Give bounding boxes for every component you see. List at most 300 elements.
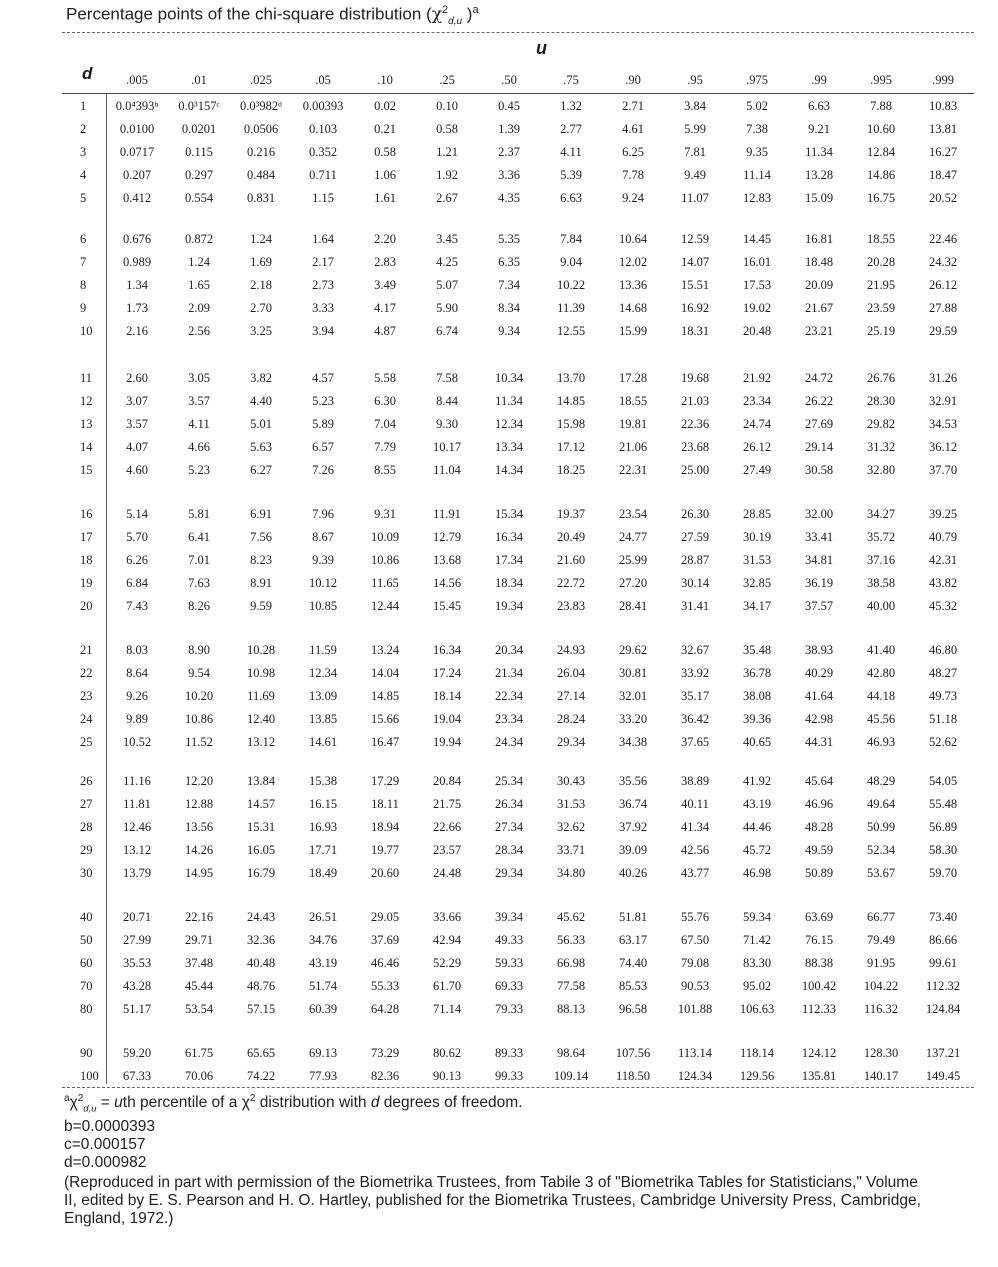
table-row bbox=[62, 770, 974, 793]
value-cell: 50.89 bbox=[804, 866, 834, 880]
value-cell: 70.06 bbox=[184, 1069, 214, 1083]
value-cell: 0.0⁴393ᵇ bbox=[115, 99, 159, 113]
value-cell: 34.53 bbox=[928, 417, 958, 431]
degrees-of-freedom-cell: 100 bbox=[80, 1069, 99, 1083]
table-row bbox=[62, 459, 974, 482]
table-row bbox=[62, 662, 974, 685]
degrees-of-freedom-cell: 3 bbox=[80, 145, 87, 159]
value-cell: 26.12 bbox=[742, 440, 772, 454]
value-cell: 7.43 bbox=[126, 599, 148, 613]
footnote-source: (Reproduced in part with permission of the Biometrika Trustees, from Tabile 3 of "Biometrika Tables for Statisticians," Volume II, edited by E. S. Pearson and H. O. Hartley, published for the Biometrika Trustees, Cambridge University Press, Cambridge, England, 1972.) bbox=[64, 1174, 921, 1228]
value-cell: 42.31 bbox=[928, 553, 958, 567]
value-cell: 135.81 bbox=[801, 1069, 837, 1083]
value-cell: 0.10 bbox=[436, 99, 458, 113]
value-cell: 55.76 bbox=[680, 910, 710, 924]
value-cell: 37.70 bbox=[928, 463, 958, 477]
value-cell: 36.42 bbox=[680, 712, 710, 726]
value-cell: 0.207 bbox=[122, 168, 152, 182]
value-cell: 31.26 bbox=[928, 371, 958, 385]
value-cell: 43.28 bbox=[122, 979, 152, 993]
value-cell: 22.31 bbox=[618, 463, 648, 477]
value-cell: 34.38 bbox=[618, 735, 648, 749]
column-header: .025 bbox=[250, 72, 272, 87]
degrees-of-freedom-cell: 23 bbox=[80, 689, 93, 703]
value-cell: 43.19 bbox=[742, 797, 772, 811]
value-cell: 101.88 bbox=[677, 1002, 713, 1016]
table-row bbox=[62, 436, 974, 459]
value-cell: 2.09 bbox=[188, 301, 210, 315]
degrees-of-freedom-cell: 27 bbox=[80, 797, 93, 811]
value-cell: 100.42 bbox=[801, 979, 837, 993]
value-cell: 18.55 bbox=[618, 394, 648, 408]
value-cell: 42.56 bbox=[680, 843, 710, 857]
value-cell: 16.79 bbox=[246, 866, 276, 880]
value-cell: 48.76 bbox=[246, 979, 276, 993]
value-cell: 35.17 bbox=[680, 689, 710, 703]
value-cell: 38.93 bbox=[804, 643, 834, 657]
table-row bbox=[62, 685, 974, 708]
chi-symbol: χ bbox=[431, 4, 443, 25]
value-cell: 8.90 bbox=[188, 643, 210, 657]
value-cell: 19.94 bbox=[432, 735, 462, 749]
footnote-chi: χ bbox=[69, 1094, 78, 1112]
value-cell: 31.41 bbox=[680, 599, 710, 613]
value-cell: 13.34 bbox=[494, 440, 524, 454]
value-cell: 26.30 bbox=[680, 507, 710, 521]
value-cell: 23.34 bbox=[742, 394, 772, 408]
value-cell: 45.44 bbox=[184, 979, 214, 993]
row-group bbox=[62, 906, 974, 1021]
value-cell: 45.72 bbox=[742, 843, 772, 857]
footnote bbox=[64, 1090, 964, 1228]
value-cell: 13.68 bbox=[432, 553, 462, 567]
value-cell: 113.14 bbox=[678, 1046, 712, 1060]
value-cell: 13.84 bbox=[246, 774, 276, 788]
value-cell: 0.103 bbox=[308, 122, 338, 136]
value-cell: 5.70 bbox=[126, 530, 148, 544]
value-cell: 10.22 bbox=[556, 278, 586, 292]
table-row bbox=[62, 1042, 974, 1065]
value-cell: 46.93 bbox=[866, 735, 896, 749]
value-cell: 12.59 bbox=[680, 232, 710, 246]
value-cell: 61.70 bbox=[432, 979, 462, 993]
value-cell: 24.48 bbox=[432, 866, 462, 880]
value-cell: 24.34 bbox=[494, 735, 524, 749]
value-cell: 11.04 bbox=[433, 463, 461, 477]
value-cell: 1.39 bbox=[498, 122, 520, 136]
value-cell: 28.41 bbox=[618, 599, 648, 613]
value-cell: 12.44 bbox=[370, 599, 400, 613]
value-cell: 5.35 bbox=[498, 232, 520, 246]
footnote-superscript-2: 2 bbox=[249, 1093, 256, 1104]
value-cell: 40.11 bbox=[681, 797, 709, 811]
value-cell: 12.40 bbox=[246, 712, 276, 726]
value-cell: 149.45 bbox=[925, 1069, 961, 1083]
value-cell: 20.71 bbox=[122, 910, 152, 924]
degrees-of-freedom-cell: 14 bbox=[80, 440, 93, 454]
value-cell: 2.70 bbox=[250, 301, 272, 315]
value-cell: 18.47 bbox=[928, 168, 958, 182]
value-cell: 0.989 bbox=[122, 255, 152, 269]
value-cell: 12.79 bbox=[432, 530, 462, 544]
value-cell: 31.53 bbox=[742, 553, 772, 567]
value-cell: 2.37 bbox=[498, 145, 520, 159]
value-cell: 6.26 bbox=[126, 553, 148, 567]
value-cell: 112.32 bbox=[926, 979, 960, 993]
value-cell: 74.22 bbox=[246, 1069, 276, 1083]
footnote-mark: a bbox=[64, 1093, 70, 1104]
column-header: .95 bbox=[687, 72, 703, 87]
column-header: .50 bbox=[501, 72, 517, 87]
value-cell: 10.34 bbox=[494, 371, 524, 385]
value-cell: 137.21 bbox=[925, 1046, 961, 1060]
footnote-b: b=0.0000393 bbox=[64, 1118, 155, 1136]
value-cell: 46.80 bbox=[928, 643, 958, 657]
value-cell: 38.08 bbox=[742, 689, 772, 703]
value-cell: 29.14 bbox=[804, 440, 834, 454]
table-row bbox=[62, 164, 974, 187]
value-cell: 9.26 bbox=[126, 689, 148, 703]
value-cell: 10.85 bbox=[308, 599, 338, 613]
value-cell: 69.33 bbox=[494, 979, 524, 993]
value-cell: 18.49 bbox=[308, 866, 338, 880]
value-cell: 34.81 bbox=[804, 553, 834, 567]
value-cell: 33.20 bbox=[618, 712, 648, 726]
value-cell: 34.27 bbox=[866, 507, 896, 521]
value-cell: 11.91 bbox=[433, 507, 461, 521]
value-cell: 0.872 bbox=[184, 232, 214, 246]
d-row-header: d bbox=[82, 64, 93, 83]
value-cell: 30.58 bbox=[804, 463, 834, 477]
value-cell: 42.98 bbox=[804, 712, 834, 726]
value-cell: 23.57 bbox=[432, 843, 462, 857]
value-cell: 36.78 bbox=[742, 666, 772, 680]
value-cell: 32.00 bbox=[804, 507, 834, 521]
value-cell: 20.60 bbox=[370, 866, 400, 880]
value-cell: 5.23 bbox=[188, 463, 210, 477]
value-cell: 13.81 bbox=[928, 122, 958, 136]
table-row bbox=[62, 549, 974, 572]
value-cell: 21.95 bbox=[866, 278, 896, 292]
value-cell: 24.72 bbox=[804, 371, 834, 385]
value-cell: 6.35 bbox=[498, 255, 520, 269]
value-cell: 9.59 bbox=[250, 599, 272, 613]
value-cell: 2.73 bbox=[312, 278, 334, 292]
value-cell: 58.30 bbox=[928, 843, 958, 857]
value-cell: 6.27 bbox=[250, 463, 272, 477]
value-cell: 13.70 bbox=[556, 371, 586, 385]
value-cell: 11.59 bbox=[309, 643, 337, 657]
value-cell: 124.12 bbox=[801, 1046, 837, 1060]
value-cell: 118.14 bbox=[740, 1046, 774, 1060]
value-cell: 0.554 bbox=[184, 191, 214, 205]
footnote-text-3: degrees of freedom. bbox=[379, 1094, 523, 1112]
degrees-of-freedom-cell: 80 bbox=[80, 1002, 93, 1016]
value-cell: 6.57 bbox=[312, 440, 334, 454]
table-row bbox=[62, 731, 974, 754]
value-cell: 6.84 bbox=[126, 576, 148, 590]
table-row bbox=[62, 187, 974, 210]
value-cell: 10.17 bbox=[432, 440, 462, 454]
value-cell: 39.36 bbox=[742, 712, 772, 726]
value-cell: 29.59 bbox=[928, 324, 958, 338]
value-cell: 0.115 bbox=[185, 145, 213, 159]
value-cell: 7.01 bbox=[188, 553, 210, 567]
value-cell: 99.33 bbox=[494, 1069, 524, 1083]
value-cell: 116.32 bbox=[864, 1002, 898, 1016]
value-cell: 17.12 bbox=[556, 440, 586, 454]
degrees-of-freedom-cell: 1 bbox=[80, 99, 87, 113]
value-cell: 18.34 bbox=[494, 576, 524, 590]
column-header: .005 bbox=[126, 72, 148, 87]
value-cell: 65.65 bbox=[246, 1046, 276, 1060]
degrees-of-freedom-cell: 10 bbox=[80, 324, 93, 338]
value-cell: 26.12 bbox=[928, 278, 958, 292]
value-cell: 104.22 bbox=[863, 979, 899, 993]
value-cell: 4.11 bbox=[188, 417, 210, 431]
value-cell: 8.64 bbox=[126, 666, 148, 680]
value-cell: 9.35 bbox=[746, 145, 768, 159]
value-cell: 32.67 bbox=[680, 643, 710, 657]
value-cell: 79.08 bbox=[680, 956, 710, 970]
value-cell: 16.81 bbox=[804, 232, 834, 246]
value-cell: 41.40 bbox=[866, 643, 896, 657]
value-cell: 86.66 bbox=[928, 933, 958, 947]
value-cell: 49.59 bbox=[804, 843, 834, 857]
value-cell: 5.39 bbox=[560, 168, 582, 182]
value-cell: 30.81 bbox=[618, 666, 648, 680]
value-cell: 5.14 bbox=[126, 507, 148, 521]
value-cell: 109.14 bbox=[553, 1069, 589, 1083]
value-cell: 96.58 bbox=[618, 1002, 648, 1016]
value-cell: 4.25 bbox=[436, 255, 458, 269]
value-cell: 0.216 bbox=[246, 145, 276, 159]
value-cell: 30.43 bbox=[556, 774, 586, 788]
value-cell: 82.36 bbox=[370, 1069, 400, 1083]
footnote-superscript: 2 bbox=[77, 1093, 84, 1104]
value-cell: 10.64 bbox=[618, 232, 648, 246]
column-header: .01 bbox=[191, 72, 207, 87]
value-cell: 15.66 bbox=[370, 712, 400, 726]
value-cell: 1.34 bbox=[126, 278, 148, 292]
value-cell: 14.86 bbox=[866, 168, 896, 182]
value-cell: 5.01 bbox=[250, 417, 272, 431]
value-cell: 19.77 bbox=[370, 843, 400, 857]
value-cell: 38.58 bbox=[866, 576, 896, 590]
value-cell: 124.34 bbox=[677, 1069, 713, 1083]
footnote-d-value: d=0.000982 bbox=[64, 1154, 147, 1172]
value-cell: 14.56 bbox=[432, 576, 462, 590]
value-cell: 20.49 bbox=[556, 530, 586, 544]
value-cell: 8.23 bbox=[250, 553, 272, 567]
value-cell: 39.34 bbox=[494, 910, 524, 924]
value-cell: 12.83 bbox=[742, 191, 772, 205]
degrees-of-freedom-cell: 12 bbox=[80, 394, 93, 408]
value-cell: 29.34 bbox=[494, 866, 524, 880]
value-cell: 17.24 bbox=[432, 666, 462, 680]
value-cell: 8.44 bbox=[436, 394, 458, 408]
value-cell: 0.412 bbox=[122, 191, 152, 205]
degrees-of-freedom-cell: 24 bbox=[80, 712, 93, 726]
page-title bbox=[66, 4, 479, 27]
table-row bbox=[62, 952, 974, 975]
row-group bbox=[62, 95, 974, 210]
value-cell: 51.74 bbox=[308, 979, 338, 993]
row-group bbox=[62, 1042, 974, 1088]
value-cell: 15.38 bbox=[308, 774, 338, 788]
value-cell: 14.85 bbox=[556, 394, 586, 408]
degrees-of-freedom-cell: 70 bbox=[80, 979, 93, 993]
degrees-of-freedom-cell: 15 bbox=[80, 463, 93, 477]
value-cell: 50.99 bbox=[866, 820, 896, 834]
value-cell: 4.87 bbox=[374, 324, 396, 338]
table-row bbox=[62, 228, 974, 251]
column-header-row bbox=[62, 68, 974, 92]
value-cell: 23.34 bbox=[494, 712, 524, 726]
value-cell: 53.54 bbox=[184, 1002, 214, 1016]
value-cell: 21.92 bbox=[742, 371, 772, 385]
footnote-subscript: d,u bbox=[83, 1103, 97, 1115]
value-cell: 9.04 bbox=[560, 255, 582, 269]
table-row bbox=[62, 251, 974, 274]
value-cell: 5.99 bbox=[684, 122, 706, 136]
column-header: .25 bbox=[439, 72, 455, 87]
value-cell: 37.57 bbox=[804, 599, 834, 613]
value-cell: 14.61 bbox=[308, 735, 338, 749]
row-group bbox=[62, 228, 974, 343]
value-cell: 43.77 bbox=[680, 866, 710, 880]
value-cell: 1.15 bbox=[312, 191, 334, 205]
degrees-of-freedom-cell: 16 bbox=[80, 507, 93, 521]
table-row bbox=[62, 1065, 974, 1088]
value-cell: 56.33 bbox=[556, 933, 586, 947]
table-row bbox=[62, 975, 974, 998]
value-cell: 20.84 bbox=[432, 774, 462, 788]
value-cell: 0.0201 bbox=[181, 122, 217, 136]
value-cell: 40.65 bbox=[742, 735, 772, 749]
value-cell: 77.58 bbox=[556, 979, 586, 993]
value-cell: 27.88 bbox=[928, 301, 958, 315]
value-cell: 13.56 bbox=[184, 820, 214, 834]
value-cell: 0.484 bbox=[246, 168, 276, 182]
value-cell: 59.20 bbox=[122, 1046, 152, 1060]
value-cell: 37.65 bbox=[680, 735, 710, 749]
degrees-of-freedom-cell: 90 bbox=[80, 1046, 93, 1060]
degrees-of-freedom-cell: 30 bbox=[80, 866, 93, 880]
value-cell: 20.34 bbox=[494, 643, 524, 657]
value-cell: 27.49 bbox=[742, 463, 772, 477]
value-cell: 29.62 bbox=[618, 643, 648, 657]
value-cell: 13.12 bbox=[122, 843, 152, 857]
value-cell: 32.91 bbox=[928, 394, 958, 408]
value-cell: 40.00 bbox=[866, 599, 896, 613]
value-cell: 67.33 bbox=[122, 1069, 152, 1083]
value-cell: 0.676 bbox=[122, 232, 152, 246]
value-cell: 4.17 bbox=[374, 301, 396, 315]
value-cell: 10.83 bbox=[928, 99, 958, 113]
table-row bbox=[62, 503, 974, 526]
table-row bbox=[62, 929, 974, 952]
value-cell: 24.74 bbox=[742, 417, 772, 431]
value-cell: 19.68 bbox=[680, 371, 710, 385]
value-cell: 2.83 bbox=[374, 255, 396, 269]
value-cell: 13.24 bbox=[370, 643, 400, 657]
value-cell: 46.46 bbox=[370, 956, 400, 970]
value-cell: 11.34 bbox=[495, 394, 523, 408]
value-cell: 60.39 bbox=[308, 1002, 338, 1016]
value-cell: 14.68 bbox=[618, 301, 648, 315]
value-cell: 7.84 bbox=[560, 232, 582, 246]
value-cell: 10.52 bbox=[122, 735, 152, 749]
value-cell: 118.50 bbox=[616, 1069, 650, 1083]
value-cell: 7.26 bbox=[312, 463, 334, 477]
value-cell: 28.85 bbox=[742, 507, 772, 521]
value-cell: 28.34 bbox=[494, 843, 524, 857]
title-close: ) bbox=[462, 4, 473, 24]
value-cell: 99.61 bbox=[928, 956, 958, 970]
header-rule bbox=[62, 93, 974, 94]
value-cell: 89.33 bbox=[494, 1046, 524, 1060]
value-cell: 8.26 bbox=[188, 599, 210, 613]
degrees-of-freedom-cell: 6 bbox=[80, 232, 87, 246]
value-cell: 22.34 bbox=[494, 689, 524, 703]
value-cell: 24.77 bbox=[618, 530, 648, 544]
value-cell: 1.61 bbox=[374, 191, 396, 205]
value-cell: 10.20 bbox=[184, 689, 214, 703]
value-cell: 14.85 bbox=[370, 689, 400, 703]
value-cell: 8.03 bbox=[126, 643, 148, 657]
value-cell: 34.80 bbox=[556, 866, 586, 880]
value-cell: 23.21 bbox=[804, 324, 834, 338]
value-cell: 15.09 bbox=[804, 191, 834, 205]
value-cell: 29.05 bbox=[370, 910, 400, 924]
value-cell: 16.93 bbox=[308, 820, 338, 834]
value-cell: 45.32 bbox=[928, 599, 958, 613]
value-cell: 46.98 bbox=[742, 866, 772, 880]
value-cell: 10.98 bbox=[246, 666, 276, 680]
value-cell: 20.09 bbox=[804, 278, 834, 292]
degrees-of-freedom-cell: 19 bbox=[80, 576, 93, 590]
value-cell: 1.69 bbox=[250, 255, 272, 269]
table-row bbox=[62, 906, 974, 929]
value-cell: 6.63 bbox=[560, 191, 582, 205]
degrees-of-freedom-cell: 60 bbox=[80, 956, 93, 970]
value-cell: 2.18 bbox=[250, 278, 272, 292]
value-cell: 16.15 bbox=[308, 797, 338, 811]
value-cell: 2.16 bbox=[126, 324, 148, 338]
degrees-of-freedom-cell: 13 bbox=[80, 417, 93, 431]
value-cell: 52.34 bbox=[866, 843, 896, 857]
column-header: .99 bbox=[811, 72, 827, 87]
value-cell: 28.87 bbox=[680, 553, 710, 567]
value-cell: 15.98 bbox=[556, 417, 586, 431]
value-cell: 24.43 bbox=[246, 910, 276, 924]
row-group bbox=[62, 367, 974, 482]
value-cell: 12.55 bbox=[556, 324, 586, 338]
value-cell: 4.11 bbox=[560, 145, 582, 159]
value-cell: 0.45 bbox=[498, 99, 520, 113]
value-cell: 21.75 bbox=[432, 797, 462, 811]
value-cell: 1.32 bbox=[560, 99, 582, 113]
value-cell: 51.17 bbox=[122, 1002, 152, 1016]
value-cell: 49.33 bbox=[494, 933, 524, 947]
value-cell: 37.92 bbox=[618, 820, 648, 834]
table-row bbox=[62, 141, 974, 164]
value-cell: 12.34 bbox=[308, 666, 338, 680]
value-cell: 32.62 bbox=[556, 820, 586, 834]
value-cell: 2.60 bbox=[126, 371, 148, 385]
value-cell: 35.56 bbox=[618, 774, 648, 788]
